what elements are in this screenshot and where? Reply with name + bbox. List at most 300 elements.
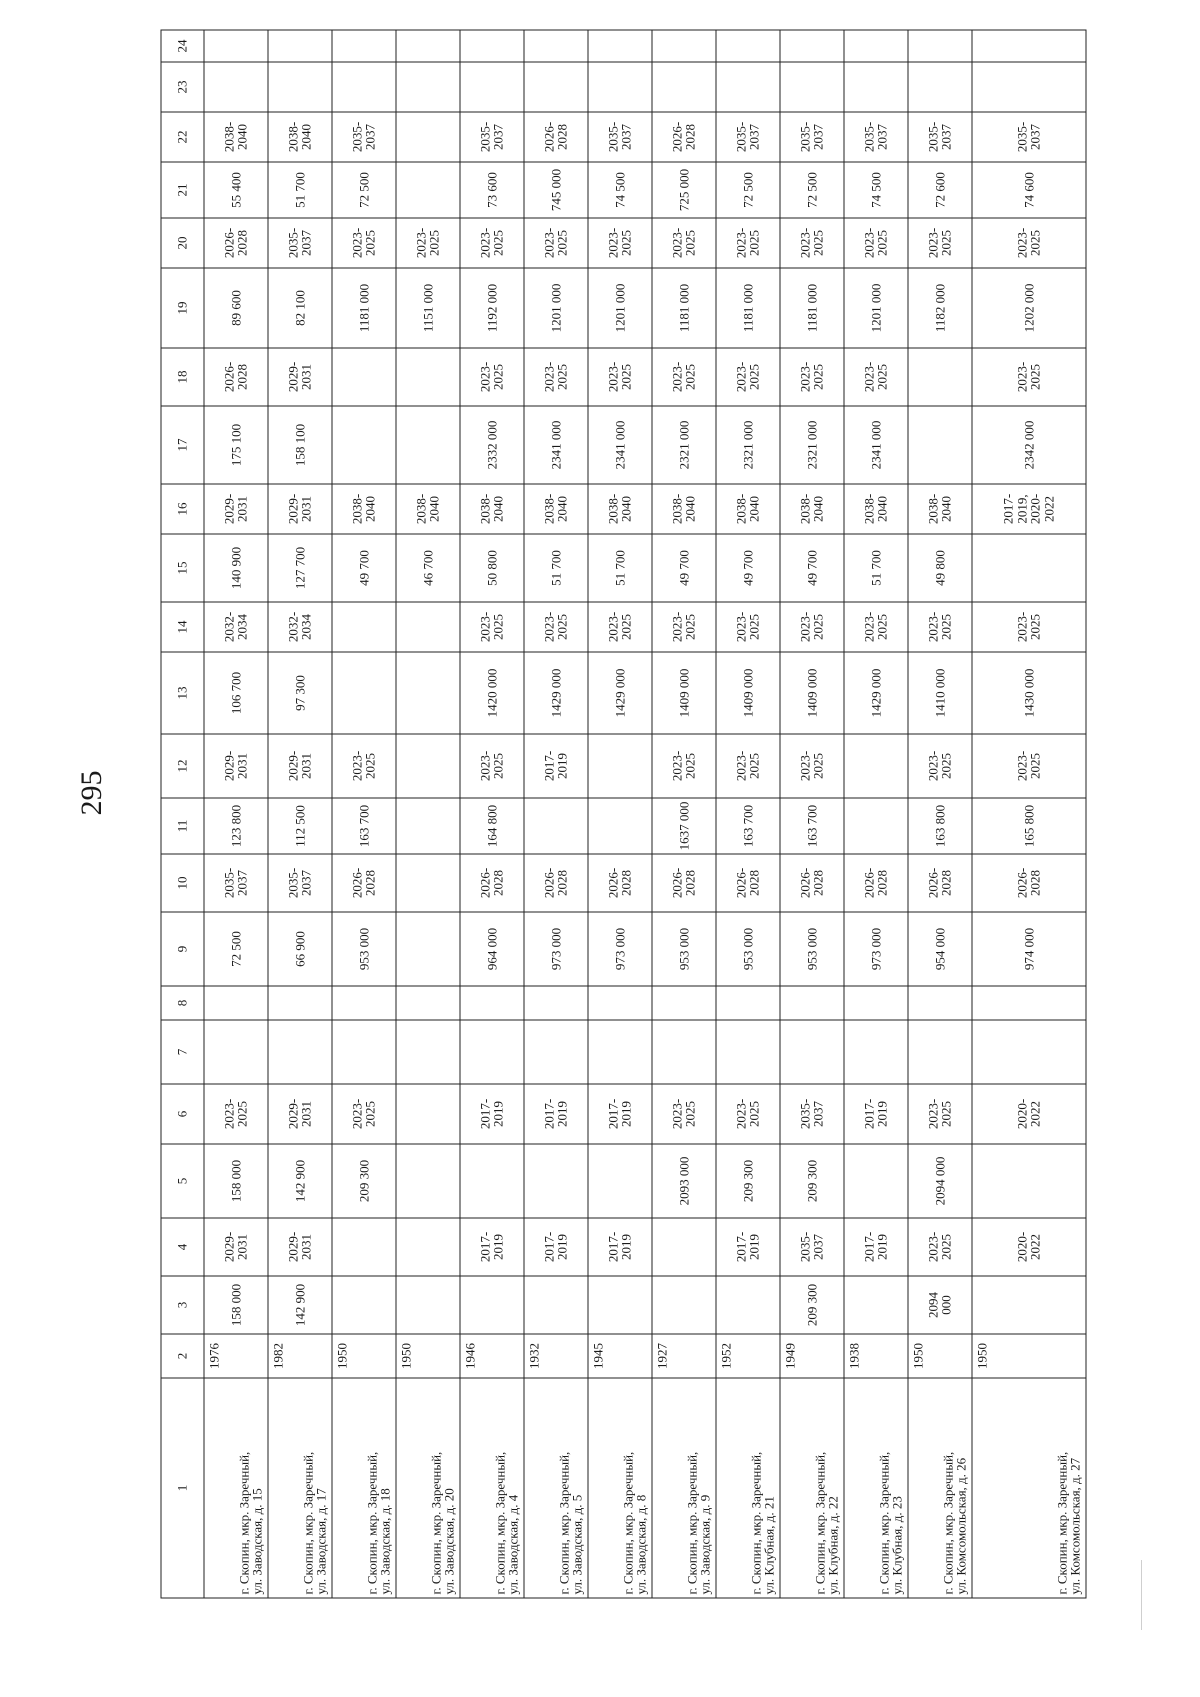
- table-cell: [524, 798, 588, 854]
- table-cell: [268, 30, 332, 62]
- table-cell: 2026- 2028: [908, 854, 972, 912]
- table-cell: 2023- 2025: [460, 734, 524, 798]
- table-cell: [588, 1144, 652, 1218]
- table-cell: 1192 000: [460, 268, 524, 348]
- table-cell: 2026- 2028: [332, 854, 396, 912]
- table-cell: 953 000: [332, 912, 396, 986]
- table-cell: 2023- 2025: [652, 348, 716, 406]
- table-cell: 2321 000: [652, 406, 716, 484]
- column-number-19: 19: [161, 268, 204, 348]
- table-cell: [268, 62, 332, 112]
- table-cell: 2026- 2028: [652, 854, 716, 912]
- table-cell: [588, 30, 652, 62]
- table-cell: [844, 798, 908, 854]
- table-cell: 1932: [524, 1334, 588, 1378]
- table-cell: 2035- 2037: [268, 218, 332, 268]
- table-cell: [524, 1276, 588, 1334]
- table-cell: 953 000: [780, 912, 844, 986]
- table-cell: [588, 798, 652, 854]
- table-cell: 2038- 2040: [588, 484, 652, 534]
- table-cell: 2023- 2025: [460, 218, 524, 268]
- table-cell: 1938: [844, 1334, 908, 1378]
- table-cell: [972, 534, 1086, 602]
- table-cell: 66 900: [268, 912, 332, 986]
- table-cell: [908, 30, 972, 62]
- page-number: 295: [75, 770, 108, 816]
- table-cell: [972, 62, 1086, 112]
- address-cell: г. Скопин, мкр. Заречный, ул. Заводская, д. 4: [460, 1378, 524, 1598]
- table-body: [204, 30, 1086, 1598]
- table-cell: [396, 854, 460, 912]
- table-row: [396, 30, 460, 1598]
- table-cell: 2026- 2028: [716, 854, 780, 912]
- table-cell: [780, 62, 844, 112]
- table-cell: 725 000: [652, 162, 716, 218]
- table-cell: 1950: [972, 1334, 1086, 1378]
- table-cell: [332, 986, 396, 1020]
- table-cell: 209 300: [780, 1144, 844, 1218]
- table-cell: 1409 000: [652, 652, 716, 734]
- column-number-3: 3: [161, 1276, 204, 1334]
- column-number-row: [161, 30, 204, 1598]
- table-cell: 2023- 2025: [460, 348, 524, 406]
- table-cell: 2023- 2025: [588, 602, 652, 652]
- table-cell: 72 500: [780, 162, 844, 218]
- scan-edge-line: [1141, 1560, 1142, 1630]
- column-number-11: 11: [161, 798, 204, 854]
- column-number-23: 23: [161, 62, 204, 112]
- table-cell: 953 000: [652, 912, 716, 986]
- table-cell: [332, 348, 396, 406]
- table-row: [652, 30, 716, 1598]
- table-cell: 175 100: [204, 406, 268, 484]
- table-cell: [396, 602, 460, 652]
- table-cell: [652, 1218, 716, 1276]
- table-cell: 2023- 2025: [716, 1084, 780, 1144]
- table-cell: 2029- 2031: [268, 1084, 332, 1144]
- address-cell: г. Скопин, мкр. Заречный, ул. Клубная, д. 21: [716, 1378, 780, 1598]
- table-cell: 2321 000: [716, 406, 780, 484]
- column-number-9: 9: [161, 912, 204, 986]
- table-cell: 2026- 2028: [524, 112, 588, 162]
- column-number-2: 2: [161, 1334, 204, 1378]
- address-cell: г. Скопин, мкр. Заречный, ул. Клубная, д. 22: [780, 1378, 844, 1598]
- address-cell: г. Скопин, мкр. Заречный, ул. Заводская, д. 17: [268, 1378, 332, 1598]
- table-cell: 158 000: [204, 1144, 268, 1218]
- table-cell: 2023- 2025: [652, 218, 716, 268]
- table-cell: 2321 000: [780, 406, 844, 484]
- table-cell: 142 900: [268, 1144, 332, 1218]
- table-cell: 1950: [908, 1334, 972, 1378]
- table-cell: 165 800: [972, 798, 1086, 854]
- table-cell: 2035- 2037: [780, 1084, 844, 1144]
- table-cell: 1950: [332, 1334, 396, 1378]
- table-cell: 2035- 2037: [716, 112, 780, 162]
- table-cell: 49 700: [780, 534, 844, 602]
- table-cell: 140 900: [204, 534, 268, 602]
- table-cell: 2035- 2037: [460, 112, 524, 162]
- table-cell: 49 800: [908, 534, 972, 602]
- table-cell: [844, 30, 908, 62]
- table-cell: [908, 1020, 972, 1084]
- table-cell: [332, 1218, 396, 1276]
- table-cell: 2023- 2025: [588, 348, 652, 406]
- table-cell: 2017- 2019: [524, 734, 588, 798]
- table-cell: [460, 1020, 524, 1084]
- table-cell: 1181 000: [716, 268, 780, 348]
- table-cell: 2038- 2040: [844, 484, 908, 534]
- table-cell: 74 500: [588, 162, 652, 218]
- table-row: [460, 30, 524, 1598]
- table-cell: 2023- 2025: [908, 602, 972, 652]
- table-cell: [204, 1020, 268, 1084]
- table-cell: [524, 62, 588, 112]
- table-cell: 1429 000: [844, 652, 908, 734]
- table-cell: 2026- 2028: [524, 854, 588, 912]
- table-cell: 123 800: [204, 798, 268, 854]
- table-cell: 2035- 2037: [780, 112, 844, 162]
- table-cell: [588, 62, 652, 112]
- table-cell: 2023- 2025: [524, 218, 588, 268]
- table-cell: 2026- 2028: [972, 854, 1086, 912]
- table-cell: 1182 000: [908, 268, 972, 348]
- table-cell: [972, 1144, 1086, 1218]
- column-number-5: 5: [161, 1144, 204, 1218]
- column-number-24: 24: [161, 30, 204, 62]
- table-cell: 89 600: [204, 268, 268, 348]
- table-cell: 1982: [268, 1334, 332, 1378]
- table-cell: 2023- 2025: [524, 348, 588, 406]
- address-cell: г. Скопин, мкр. Заречный, ул. Комсомольская, д. 26: [908, 1378, 972, 1598]
- column-number-6: 6: [161, 1084, 204, 1144]
- table-cell: 2023- 2025: [780, 348, 844, 406]
- table-cell: 1946: [460, 1334, 524, 1378]
- table-cell: 2023- 2025: [844, 348, 908, 406]
- table-cell: 1927: [652, 1334, 716, 1378]
- table-cell: [524, 30, 588, 62]
- table-cell: 964 000: [460, 912, 524, 986]
- column-number-18: 18: [161, 348, 204, 406]
- column-number-21: 21: [161, 162, 204, 218]
- table-cell: 2023- 2025: [332, 734, 396, 798]
- table-cell: 2023- 2025: [972, 602, 1086, 652]
- table-cell: 954 000: [908, 912, 972, 986]
- table-cell: 1420 000: [460, 652, 524, 734]
- table-cell: 2029- 2031: [204, 1218, 268, 1276]
- table-cell: 97 300: [268, 652, 332, 734]
- table-cell: 2017- 2019: [460, 1084, 524, 1144]
- table-row: [716, 30, 780, 1598]
- table-cell: 1181 000: [332, 268, 396, 348]
- table-cell: 2094 000: [908, 1276, 972, 1334]
- table-cell: 2093 000: [652, 1144, 716, 1218]
- address-cell: г. Скопин, мкр. Заречный, ул. Заводская, д. 8: [588, 1378, 652, 1598]
- table-cell: 51 700: [588, 534, 652, 602]
- table-cell: 46 700: [396, 534, 460, 602]
- table-cell: 2017- 2019: [844, 1218, 908, 1276]
- table-cell: [908, 62, 972, 112]
- table-cell: 2017- 2019: [588, 1218, 652, 1276]
- table-row: [524, 30, 588, 1598]
- table-cell: 2023- 2025: [332, 218, 396, 268]
- table-cell: [588, 1276, 652, 1334]
- table-cell: 1950: [396, 1334, 460, 1378]
- table-cell: [972, 1276, 1086, 1334]
- table-cell: 2017- 2019: [716, 1218, 780, 1276]
- column-number-1: 1: [161, 1378, 204, 1598]
- table-cell: 1181 000: [652, 268, 716, 348]
- table-cell: 74 600: [972, 162, 1086, 218]
- table-cell: 2038- 2040: [524, 484, 588, 534]
- column-number-4: 4: [161, 1218, 204, 1276]
- table-cell: [460, 62, 524, 112]
- table-row: [204, 30, 268, 1598]
- table-cell: [396, 112, 460, 162]
- table-cell: 2023- 2025: [332, 1084, 396, 1144]
- table-cell: 2023- 2025: [972, 734, 1086, 798]
- table-cell: 209 300: [716, 1144, 780, 1218]
- table-cell: 49 700: [716, 534, 780, 602]
- table-cell: 2023- 2025: [844, 218, 908, 268]
- table-cell: [396, 912, 460, 986]
- table-cell: 163 700: [716, 798, 780, 854]
- table-cell: 72 500: [204, 912, 268, 986]
- table-cell: 2020- 2022: [972, 1218, 1086, 1276]
- table-cell: 1949: [780, 1334, 844, 1378]
- table-cell: 72 500: [716, 162, 780, 218]
- table-cell: [908, 986, 972, 1020]
- table-cell: [716, 1020, 780, 1084]
- table-cell: 2035- 2037: [332, 112, 396, 162]
- table-cell: 2032- 2034: [204, 602, 268, 652]
- table-cell: [332, 62, 396, 112]
- table-cell: 1976: [204, 1334, 268, 1378]
- address-cell: г. Скопин, мкр. Заречный, ул. Заводская, д. 9: [652, 1378, 716, 1598]
- table-cell: 51 700: [268, 162, 332, 218]
- table-cell: 49 700: [332, 534, 396, 602]
- table-cell: [652, 986, 716, 1020]
- table-cell: 2026- 2028: [588, 854, 652, 912]
- table-cell: 1410 000: [908, 652, 972, 734]
- table-cell: 2023- 2025: [460, 602, 524, 652]
- table-cell: 106 700: [204, 652, 268, 734]
- column-number-17: 17: [161, 406, 204, 484]
- table-cell: 2038- 2040: [652, 484, 716, 534]
- table-cell: 1201 000: [524, 268, 588, 348]
- table-cell: 51 700: [844, 534, 908, 602]
- table-cell: [332, 1020, 396, 1084]
- table-cell: [204, 62, 268, 112]
- table-cell: 163 800: [908, 798, 972, 854]
- table-cell: 2038- 2040: [460, 484, 524, 534]
- table-cell: 1201 000: [844, 268, 908, 348]
- table-cell: 2017- 2019: [524, 1218, 588, 1276]
- table-cell: 2341 000: [844, 406, 908, 484]
- table-cell: 1151 000: [396, 268, 460, 348]
- table-cell: 2029- 2031: [268, 1218, 332, 1276]
- table-cell: [844, 1144, 908, 1218]
- table-cell: 2023- 2025: [524, 602, 588, 652]
- table-cell: 2026- 2028: [460, 854, 524, 912]
- table-cell: [396, 1218, 460, 1276]
- table-cell: 2038- 2040: [204, 112, 268, 162]
- table-cell: 1409 000: [716, 652, 780, 734]
- table-cell: [588, 986, 652, 1020]
- table-cell: 1202 000: [972, 268, 1086, 348]
- table-cell: [396, 734, 460, 798]
- table-cell: 2023- 2025: [908, 218, 972, 268]
- table-cell: [652, 30, 716, 62]
- address-cell: г. Скопин, мкр. Заречный, ул. Заводская, д. 18: [332, 1378, 396, 1598]
- table-cell: [396, 1144, 460, 1218]
- table-cell: 2023- 2025: [780, 218, 844, 268]
- column-number-7: 7: [161, 1020, 204, 1084]
- table-cell: [588, 1020, 652, 1084]
- table-cell: 2023- 2025: [780, 602, 844, 652]
- table-cell: 158 100: [268, 406, 332, 484]
- table-cell: 2023- 2025: [716, 734, 780, 798]
- table-cell: 2023- 2025: [908, 734, 972, 798]
- table-cell: 2020- 2022: [972, 1084, 1086, 1144]
- column-number-13: 13: [161, 652, 204, 734]
- column-number-10: 10: [161, 854, 204, 912]
- table-cell: 2023- 2025: [716, 218, 780, 268]
- table-cell: 2023- 2025: [396, 218, 460, 268]
- table-cell: 1429 000: [524, 652, 588, 734]
- table-cell: [780, 1020, 844, 1084]
- address-cell: г. Скопин, мкр. Заречный, ул. Заводская, д. 15: [204, 1378, 268, 1598]
- table-cell: [716, 30, 780, 62]
- table-cell: [396, 1020, 460, 1084]
- table-cell: 2035- 2037: [588, 112, 652, 162]
- table-cell: 2017- 2019: [588, 1084, 652, 1144]
- column-number-20: 20: [161, 218, 204, 268]
- table-cell: 2023- 2025: [588, 218, 652, 268]
- table-cell: 2026- 2028: [844, 854, 908, 912]
- table-cell: [396, 1276, 460, 1334]
- table-cell: 1430 000: [972, 652, 1086, 734]
- table-cell: 2026- 2028: [204, 218, 268, 268]
- table-cell: 2026- 2028: [652, 112, 716, 162]
- table-cell: [716, 986, 780, 1020]
- table-cell: [780, 30, 844, 62]
- table-cell: 2029- 2031: [204, 734, 268, 798]
- table-cell: 2023- 2025: [972, 348, 1086, 406]
- table-cell: 72 500: [332, 162, 396, 218]
- table-cell: [844, 986, 908, 1020]
- table-cell: [908, 406, 972, 484]
- table-cell: 2035- 2037: [204, 854, 268, 912]
- table-cell: 974 000: [972, 912, 1086, 986]
- table-cell: 55 400: [204, 162, 268, 218]
- table-cell: 2032- 2034: [268, 602, 332, 652]
- table-cell: [524, 1020, 588, 1084]
- table-cell: [396, 798, 460, 854]
- table-cell: [460, 1144, 524, 1218]
- table-cell: [844, 734, 908, 798]
- table-cell: 1952: [716, 1334, 780, 1378]
- table-cell: 2038- 2040: [268, 112, 332, 162]
- table-cell: [396, 30, 460, 62]
- table-cell: 953 000: [716, 912, 780, 986]
- table-cell: 2026- 2028: [204, 348, 268, 406]
- table-cell: 163 700: [780, 798, 844, 854]
- table-cell: 2023- 2025: [780, 734, 844, 798]
- table-cell: 2038- 2040: [780, 484, 844, 534]
- table-cell: 158 000: [204, 1276, 268, 1334]
- table-cell: [716, 1276, 780, 1334]
- table-cell: 973 000: [844, 912, 908, 986]
- table-cell: [332, 30, 396, 62]
- table-cell: [844, 62, 908, 112]
- table-cell: 2023- 2025: [652, 1084, 716, 1144]
- table-cell: 49 700: [652, 534, 716, 602]
- table-cell: 2023- 2025: [908, 1084, 972, 1144]
- table-cell: 2023- 2025: [204, 1084, 268, 1144]
- table-cell: [460, 30, 524, 62]
- table-cell: 2017- 2019: [460, 1218, 524, 1276]
- table-cell: [396, 652, 460, 734]
- table-cell: 2023- 2025: [716, 602, 780, 652]
- table-cell: 142 900: [268, 1276, 332, 1334]
- table-row: [332, 30, 396, 1598]
- address-cell: г. Скопин, мкр. Заречный, ул. Заводская, д. 20: [396, 1378, 460, 1598]
- table-cell: 2038- 2040: [332, 484, 396, 534]
- table-cell: [972, 986, 1086, 1020]
- table-cell: [204, 30, 268, 62]
- table-cell: [780, 986, 844, 1020]
- table-cell: 2332 000: [460, 406, 524, 484]
- table-cell: 2342 000: [972, 406, 1086, 484]
- table-cell: 50 800: [460, 534, 524, 602]
- table-cell: 2038- 2040: [396, 484, 460, 534]
- table-cell: 73 600: [460, 162, 524, 218]
- table-cell: 973 000: [524, 912, 588, 986]
- table-cell: 209 300: [332, 1144, 396, 1218]
- table-cell: 2026- 2028: [780, 854, 844, 912]
- table-cell: [524, 1144, 588, 1218]
- address-cell: г. Скопин, мкр. Заречный, ул. Клубная, д. 23: [844, 1378, 908, 1598]
- table-cell: 2017- 2019: [844, 1084, 908, 1144]
- table-cell: 2023- 2025: [972, 218, 1086, 268]
- table-cell: 1429 000: [588, 652, 652, 734]
- column-number-12: 12: [161, 734, 204, 798]
- column-number-22: 22: [161, 112, 204, 162]
- table-cell: 82 100: [268, 268, 332, 348]
- table-row: [908, 30, 972, 1598]
- table-cell: 2023- 2025: [652, 734, 716, 798]
- table-cell: 112 500: [268, 798, 332, 854]
- table-cell: 2023- 2025: [652, 602, 716, 652]
- table-cell: 2017- 2019: [524, 1084, 588, 1144]
- table-cell: [332, 1276, 396, 1334]
- table-cell: [332, 652, 396, 734]
- table-cell: [588, 734, 652, 798]
- table-cell: [396, 986, 460, 1020]
- column-number-16: 16: [161, 484, 204, 534]
- column-number-14: 14: [161, 602, 204, 652]
- table-cell: 1201 000: [588, 268, 652, 348]
- table-cell: [268, 986, 332, 1020]
- table-cell: 74 500: [844, 162, 908, 218]
- table-cell: [908, 348, 972, 406]
- table-cell: [652, 62, 716, 112]
- table-cell: [716, 62, 780, 112]
- table-row: [588, 30, 652, 1598]
- table-cell: 2035- 2037: [972, 112, 1086, 162]
- table-row: [972, 30, 1086, 1598]
- table-cell: [396, 348, 460, 406]
